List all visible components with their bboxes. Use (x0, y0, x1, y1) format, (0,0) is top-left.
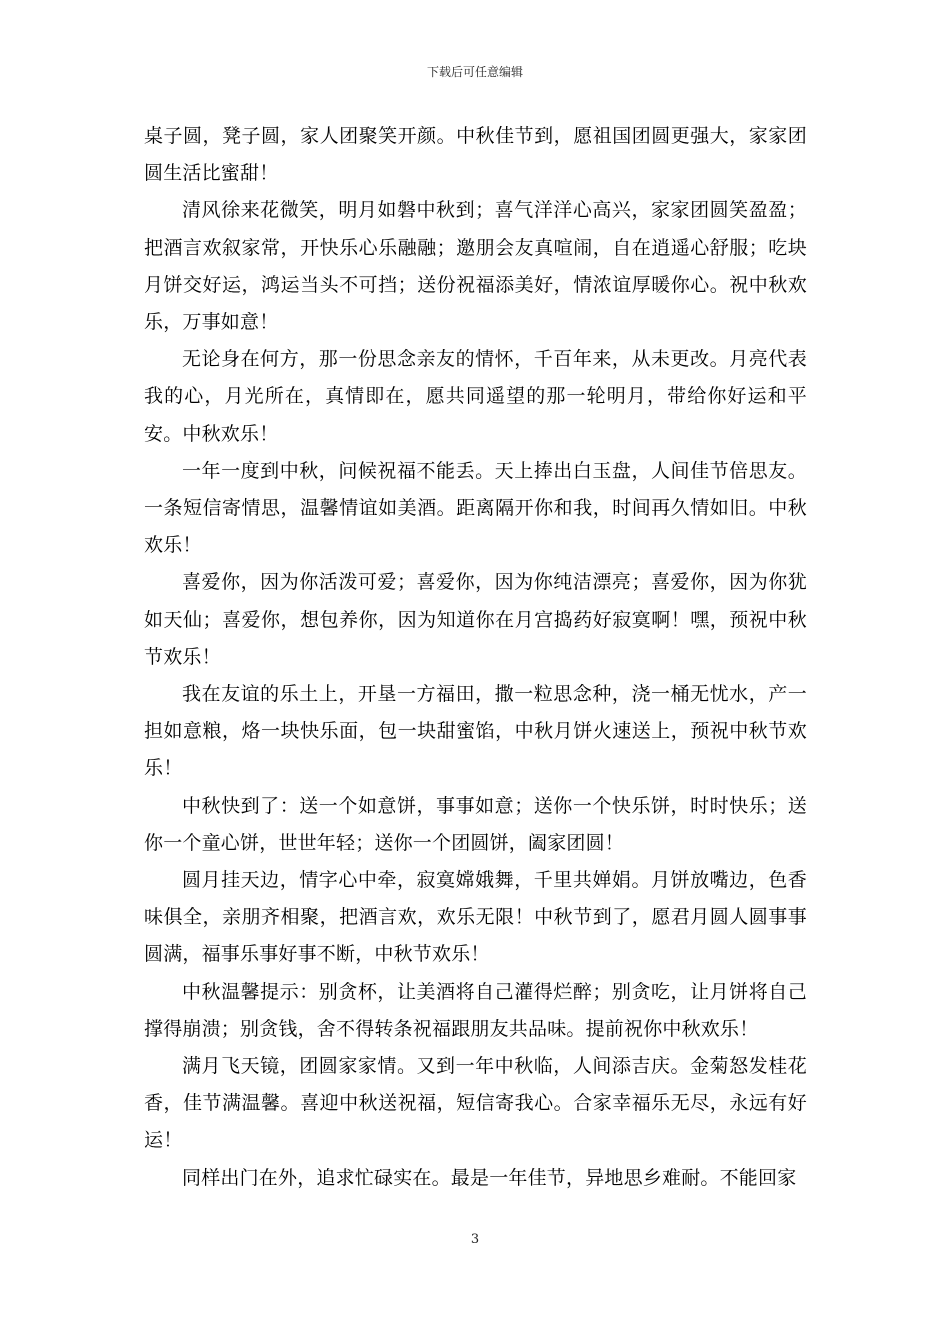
paragraph: 我在友谊的乐土上，开垦一方福田，撒一粒思念种，浇一桶无忧水，产一担如意粮，烙一块快乐面，包一块甜蜜馅，中秋月饼火速送上，预祝中秋节欢乐！ (144, 683, 807, 780)
page-header: 下载后可任意编辑 (426, 65, 523, 79)
paragraph: 中秋温馨提示：别贪杯，让美酒将自己灌得烂醉；别贪吃，让月饼将自己撑得崩溃；别贪钱，舍不得转条祝福跟朋友共品味。提前祝你中秋欢乐！ (144, 980, 807, 1040)
page-number: 3 (470, 1232, 480, 1247)
paragraph: 圆月挂天边，情字心中牵，寂寞嫦娥舞，千里共婵娟。月饼放嘴边，色香味俱全，亲朋齐相聚，把酒言欢，欢乐无限！中秋节到了，愿君月圆人圆事事圆满，福事乐事好事不断，中秋节欢乐！ (144, 869, 807, 966)
paragraph: 清风徐来花微笑，明月如磐中秋到；喜气洋洋心高兴，家家团圆笑盈盈；把酒言欢叙家常，开快乐心乐融融；邀朋会友真喧闹，自在逍遥心舒服；吃块月饼交好运，鸿运当头不可挡；送份祝福添美好，情浓谊厚暖你心。祝中秋欢乐，万事如意！ (144, 199, 807, 334)
document-body (144, 118, 807, 1197)
paragraph: 喜爱你，因为你活泼可爱；喜爱你，因为你纯洁漂亮；喜爱你，因为你犹如天仙；喜爱你，想包养你，因为知道你在月宫捣药好寂寞啊！嘿，预祝中秋节欢乐！ (144, 571, 807, 668)
paragraph-continued: 桌子圆，凳子圆，家人团聚笑开颜。中秋佳节到，愿祖国团圆更强大，家家团圆生活比蜜甜！ (144, 125, 807, 185)
paragraph: 中秋快到了：送一个如意饼，事事如意；送你一个快乐饼，时时快乐；送你一个童心饼，世世年轻；送你一个团圆饼，阖家团圆！ (144, 794, 807, 854)
paragraph: 同样出门在外，追求忙碌实在。最是一年佳节，异地思乡难耐。不能回家 (182, 1166, 797, 1189)
paragraph: 一年一度到中秋，问候祝福不能丢。天上捧出白玉盘，人间佳节倍思友。一条短信寄情思，温馨情谊如美酒。距离隔开你和我，时间再久情如旧。中秋欢乐！ (144, 459, 807, 557)
paragraph: 满月飞天镜，团圆家家情。又到一年中秋临，人间添吉庆。金菊怒发桂花香，佳节满温馨。喜迎中秋送祝福，短信寄我心。合家幸福乐无尽，永远有好运！ (144, 1055, 807, 1152)
paragraph: 无论身在何方，那一份思念亲友的情怀，千百年来，从未更改。月亮代表我的心，月光所在，真情即在，愿共同遥望的那一轮明月，带给你好运和平安。中秋欢乐！ (144, 348, 807, 445)
